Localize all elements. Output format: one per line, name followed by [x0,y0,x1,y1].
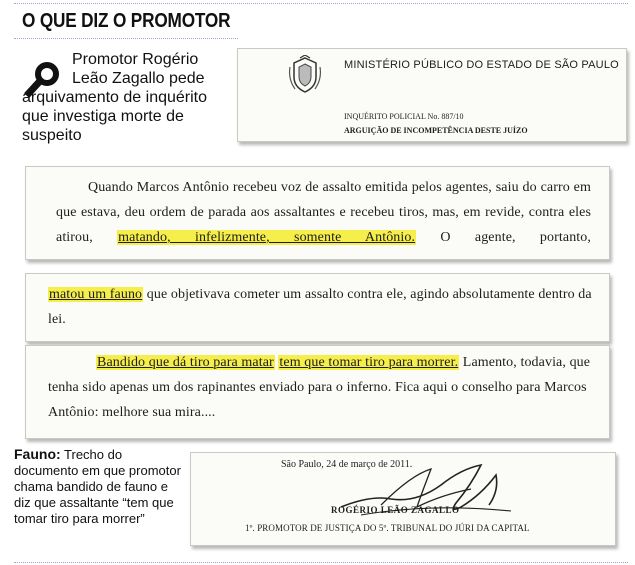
excerpt-2-text [48,282,593,332]
coat-of-arms-seal [286,55,324,95]
caption-text: Trecho do documento em que promotor chama bandido de fauno e diz que assaltante “tem que tomar tiro para morrer” [14,447,181,526]
signature-date: São Paulo, 24 de março de 2011. [281,459,413,470]
excerpt-3-text [48,350,593,425]
excerpt-3-after: Lamento, todavia, que tenha sido apenas um dos rapinantes enviado para o inferno. Fica aqui o conselho para Marcos Antônio: melhore sua mira.... [48,355,591,420]
signatory-name: ROGÉRIO LEÃO ZAGALLO [331,505,460,515]
argument-line: ARGUIÇÃO DE INCOMPETÊNCIA DESTE JUÍZO [344,126,528,135]
ministry-title: MINISTÉRIO PÚBLICO DO ESTADO DE SÃO PAULO [344,59,619,71]
excerpt-2-after: que objetivava cometer um assalto contra ele, agindo absolutamente dentro da lei. [48,287,592,327]
excerpt-1-text [56,175,591,250]
inquiry-number: INQUÉRITO POLICIAL No. 887/10 [344,112,464,121]
excerpt-1-after: O agente, portanto, [416,230,591,245]
headline: O QUE DIZ O PROMOTOR [22,10,231,32]
intro-body: Promotor Rogério Leão Zagallo pede arquivamento de inquérito que investiga morte de suspeito [22,51,208,144]
top-frame-rule [14,3,628,4]
document-signature-excerpt [190,452,616,546]
document-excerpt-2 [25,273,610,342]
intro-text [22,50,222,145]
figure-caption [14,446,182,527]
document-excerpt-1 [25,166,610,260]
excerpt-1-highlight: matando, infelizmente, somente Antônio. [118,230,416,245]
document-excerpt-3 [25,345,610,439]
excerpt-1-before: Quando Marcos Antônio recebeu voz de assalto emitida pelos agentes, saiu do carro em que estava, deu ordem de parada aos assaltantes e recebeu tiros, mas, em revide, contra eles atirou, [56,180,591,245]
excerpt-3-highlight-2: tem que tomar tiro para morrer. [279,355,459,370]
caption-label: Fauno: [14,446,61,462]
bottom-frame-rule [14,562,628,563]
excerpt-2-highlight: matou um fauno [49,287,143,302]
signatory-role: 1º. PROMOTOR DE JUSTIÇA DO 5º. TRIBUNAL DO JÚRI DA CAPITAL [245,523,530,533]
document-header-excerpt [237,48,627,142]
excerpt-3-highlight-1: Bandido que dá tiro para matar [97,355,274,370]
headline-rule [14,38,238,39]
